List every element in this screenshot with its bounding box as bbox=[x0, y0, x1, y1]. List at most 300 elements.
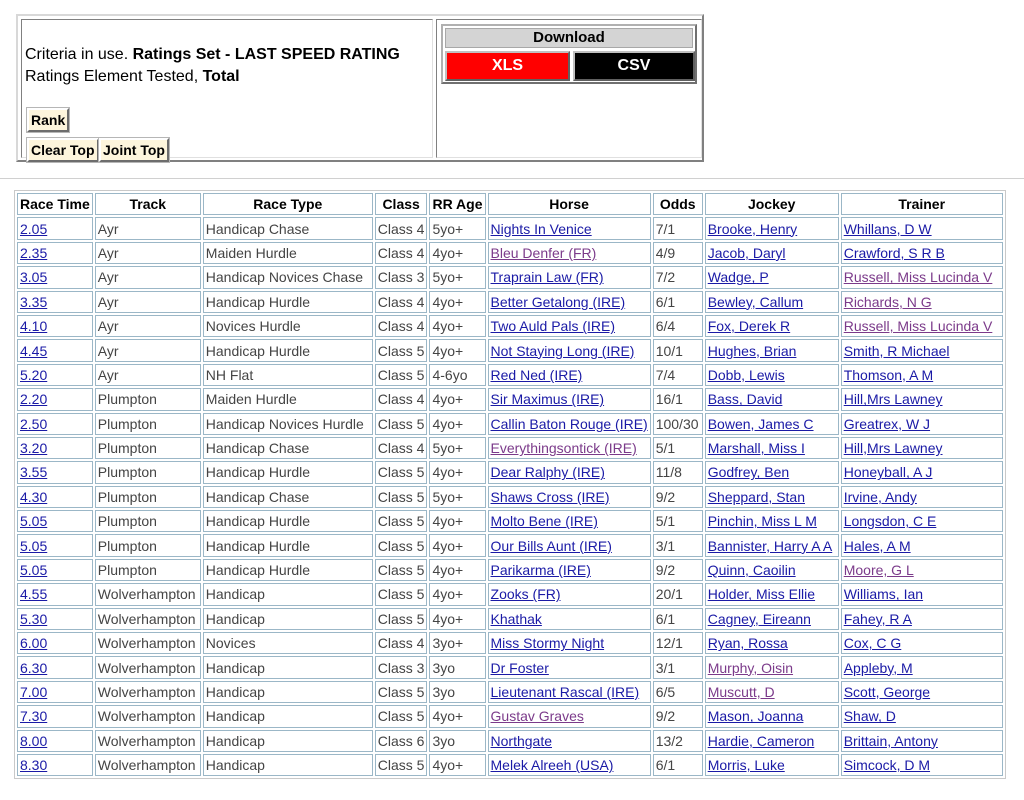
race-time-link[interactable]: 8.00 bbox=[20, 732, 48, 749]
jockey-link[interactable]: Hughes, Brian bbox=[707, 342, 797, 359]
horse-cell bbox=[488, 388, 651, 410]
race-time-cell bbox=[17, 632, 93, 654]
jockey-link[interactable]: Bewley, Callum bbox=[707, 293, 804, 310]
rr-age-cell: 4yo+ bbox=[429, 534, 485, 556]
trainer-link[interactable]: Smith, R Michael bbox=[843, 342, 950, 359]
jockey-cell bbox=[705, 315, 839, 337]
criteria-panel bbox=[16, 14, 704, 162]
track-cell: Ayr bbox=[95, 217, 201, 239]
track-cell: Ayr bbox=[95, 266, 201, 288]
rr-age-cell: 4yo+ bbox=[429, 559, 485, 581]
race-type-cell: Handicap Chase bbox=[203, 486, 373, 508]
class-cell: Class 4 bbox=[375, 291, 428, 313]
track-cell: Plumpton bbox=[95, 413, 201, 435]
odds-cell: 6/1 bbox=[653, 291, 703, 313]
race-time-link[interactable]: 7.30 bbox=[20, 708, 48, 725]
jockey-link[interactable]: Jacob, Daryl bbox=[707, 244, 786, 261]
trainer-link[interactable]: Moore, G L bbox=[843, 562, 914, 579]
clear-top-button[interactable]: Clear Top bbox=[27, 138, 99, 162]
jockey-link[interactable]: Bass, David bbox=[707, 391, 783, 408]
race-time-link[interactable]: 2.05 bbox=[20, 220, 48, 237]
odds-cell: 11/8 bbox=[653, 461, 703, 483]
race-type-cell: Handicap Hurdle bbox=[203, 461, 373, 483]
race-time-cell bbox=[17, 437, 93, 459]
jockey-cell bbox=[705, 437, 839, 459]
race-time-link[interactable]: 3.20 bbox=[20, 440, 48, 457]
jockey-cell bbox=[705, 217, 839, 239]
table-row bbox=[17, 364, 1003, 386]
jockey-cell bbox=[705, 583, 839, 605]
trainer-link[interactable]: Thomson, A M bbox=[843, 366, 934, 383]
jockey-link[interactable]: Mason, Joanna bbox=[707, 708, 804, 725]
race-type-cell: NH Flat bbox=[203, 364, 373, 386]
trainer-cell bbox=[841, 461, 1003, 483]
trainer-cell bbox=[841, 730, 1003, 752]
trainer-cell bbox=[841, 534, 1003, 556]
jockey-link[interactable]: Dobb, Lewis bbox=[707, 366, 785, 383]
class-cell: Class 4 bbox=[375, 437, 428, 459]
race-time-cell bbox=[17, 656, 93, 678]
race-time-link[interactable]: 5.20 bbox=[20, 366, 48, 383]
rr-age-cell: 3yo+ bbox=[429, 632, 485, 654]
odds-cell: 7/1 bbox=[653, 217, 703, 239]
horse-link[interactable]: Dr Foster bbox=[490, 659, 549, 676]
jockey-cell bbox=[705, 608, 839, 630]
table-row bbox=[17, 242, 1003, 264]
track-cell: Ayr bbox=[95, 242, 201, 264]
table-row bbox=[17, 388, 1003, 410]
odds-cell: 7/4 bbox=[653, 364, 703, 386]
class-cell: Class 5 bbox=[375, 339, 428, 361]
jockey-link[interactable]: Quinn, Caoilin bbox=[707, 562, 796, 579]
trainer-link[interactable]: Fahey, R A bbox=[843, 610, 912, 627]
trainer-cell bbox=[841, 608, 1003, 630]
horse-cell bbox=[488, 510, 651, 532]
horse-link[interactable]: Callin Baton Rouge (IRE) bbox=[490, 415, 648, 432]
horse-link[interactable]: Lieutenant Rascal (IRE) bbox=[490, 684, 640, 700]
race-type-cell: Handicap Novices Hurdle bbox=[203, 413, 373, 435]
rr-age-cell: 5yo+ bbox=[429, 437, 485, 459]
track-cell: Wolverhampton bbox=[95, 681, 201, 703]
column-header-horse: Horse bbox=[488, 193, 651, 215]
track-cell: Wolverhampton bbox=[95, 583, 201, 605]
trainer-link[interactable]: Russell, Miss Lucinda V bbox=[843, 269, 993, 286]
jockey-link[interactable]: Bannister, Harry A A bbox=[707, 537, 833, 554]
horse-cell bbox=[488, 681, 651, 703]
table-row bbox=[17, 437, 1003, 459]
race-type-cell: Handicap bbox=[203, 583, 373, 605]
trainer-link[interactable]: Russell, Miss Lucinda V bbox=[843, 318, 993, 335]
column-header-rr-age: RR Age bbox=[429, 193, 485, 215]
odds-cell: 3/1 bbox=[653, 534, 703, 556]
race-time-link[interactable]: 7.00 bbox=[20, 684, 48, 700]
race-time-cell bbox=[17, 754, 93, 776]
rr-age-cell: 4yo+ bbox=[429, 608, 485, 630]
rr-age-cell: 4yo+ bbox=[429, 413, 485, 435]
trainer-link[interactable]: Hill,Mrs Lawney bbox=[843, 440, 943, 457]
race-time-cell bbox=[17, 510, 93, 532]
horse-cell bbox=[488, 632, 651, 654]
horse-link[interactable]: Gustav Graves bbox=[490, 708, 584, 725]
class-cell: Class 5 bbox=[375, 510, 428, 532]
track-cell: Ayr bbox=[95, 291, 201, 313]
race-type-cell: Handicap Hurdle bbox=[203, 339, 373, 361]
trainer-cell bbox=[841, 754, 1003, 776]
rr-age-cell: 4-6yo bbox=[429, 364, 485, 386]
horse-cell bbox=[488, 217, 651, 239]
trainer-cell bbox=[841, 339, 1003, 361]
horse-link[interactable]: Everythingsontick (IRE) bbox=[490, 440, 637, 457]
race-type-cell: Novices bbox=[203, 632, 373, 654]
class-cell: Class 5 bbox=[375, 364, 428, 386]
criteria-prefix: Criteria in use. bbox=[25, 46, 133, 63]
horse-cell bbox=[488, 754, 651, 776]
trainer-cell bbox=[841, 583, 1003, 605]
race-time-link[interactable]: 3.55 bbox=[20, 464, 48, 481]
trainer-cell bbox=[841, 364, 1003, 386]
trainer-link[interactable]: Greatrex, W J bbox=[843, 415, 931, 432]
trainer-cell bbox=[841, 291, 1003, 313]
class-cell: Class 5 bbox=[375, 583, 428, 605]
trainer-link[interactable]: Shaw, D bbox=[843, 708, 896, 725]
jockey-link[interactable]: Muscutt, D bbox=[707, 684, 775, 700]
rr-age-cell: 4yo+ bbox=[429, 754, 485, 776]
race-time-cell bbox=[17, 534, 93, 556]
rr-age-cell: 3yo bbox=[429, 681, 485, 703]
jockey-cell bbox=[705, 730, 839, 752]
trainer-cell bbox=[841, 486, 1003, 508]
jockey-cell bbox=[705, 656, 839, 678]
odds-cell: 6/1 bbox=[653, 608, 703, 630]
jockey-link[interactable]: Morris, Luke bbox=[707, 757, 785, 774]
horse-cell bbox=[488, 266, 651, 288]
horse-cell bbox=[488, 364, 651, 386]
race-time-cell bbox=[17, 266, 93, 288]
results-table-wrapper bbox=[14, 190, 1024, 779]
trainer-cell bbox=[841, 266, 1003, 288]
rr-age-cell: 5yo+ bbox=[429, 486, 485, 508]
trainer-cell bbox=[841, 388, 1003, 410]
csv-download-button[interactable]: CSV bbox=[573, 51, 695, 81]
race-type-cell: Handicap Hurdle bbox=[203, 534, 373, 556]
jockey-link[interactable]: Holder, Miss Ellie bbox=[707, 586, 816, 603]
column-header-race-type: Race Type bbox=[203, 193, 373, 215]
jockey-cell bbox=[705, 242, 839, 264]
class-cell: Class 5 bbox=[375, 486, 428, 508]
horse-cell bbox=[488, 461, 651, 483]
race-type-cell: Handicap bbox=[203, 754, 373, 776]
trainer-cell bbox=[841, 242, 1003, 264]
race-time-link[interactable]: 2.20 bbox=[20, 391, 48, 408]
race-time-cell bbox=[17, 388, 93, 410]
trainer-link[interactable]: Appleby, M bbox=[843, 659, 913, 676]
odds-cell: 10/1 bbox=[653, 339, 703, 361]
jockey-cell bbox=[705, 632, 839, 654]
race-time-link[interactable]: 5.05 bbox=[20, 562, 48, 579]
table-row bbox=[17, 291, 1003, 313]
rr-age-cell: 4yo+ bbox=[429, 388, 485, 410]
element-value: Total bbox=[202, 68, 240, 85]
rr-age-cell: 3yo bbox=[429, 656, 485, 678]
horse-link[interactable]: Traprain Law (FR) bbox=[490, 269, 604, 286]
table-row bbox=[17, 705, 1003, 727]
table-row bbox=[17, 315, 1003, 337]
table-row bbox=[17, 461, 1003, 483]
jockey-link[interactable]: Cagney, Eireann bbox=[707, 610, 811, 627]
odds-cell: 9/2 bbox=[653, 705, 703, 727]
race-type-cell: Handicap Chase bbox=[203, 437, 373, 459]
race-time-cell bbox=[17, 583, 93, 605]
jockey-cell bbox=[705, 559, 839, 581]
rr-age-cell: 4yo+ bbox=[429, 583, 485, 605]
table-row bbox=[17, 413, 1003, 435]
horse-link[interactable]: Shaws Cross (IRE) bbox=[490, 488, 610, 505]
horse-link[interactable]: Red Ned (IRE) bbox=[490, 366, 583, 383]
odds-cell: 7/2 bbox=[653, 266, 703, 288]
jockey-cell bbox=[705, 705, 839, 727]
trainer-link[interactable]: Irvine, Andy bbox=[843, 488, 917, 505]
track-cell: Wolverhampton bbox=[95, 608, 201, 630]
track-cell: Wolverhampton bbox=[95, 632, 201, 654]
race-type-cell: Handicap bbox=[203, 705, 373, 727]
class-cell: Class 6 bbox=[375, 730, 428, 752]
horse-link[interactable]: Molto Bene (IRE) bbox=[490, 513, 598, 530]
horse-cell bbox=[488, 242, 651, 264]
trainer-link[interactable]: Cox, C G bbox=[843, 635, 902, 652]
horse-cell bbox=[488, 705, 651, 727]
table-row bbox=[17, 754, 1003, 776]
horse-link[interactable]: Bleu Denfer (FR) bbox=[490, 244, 597, 261]
race-type-cell: Handicap Hurdle bbox=[203, 559, 373, 581]
rr-age-cell: 3yo bbox=[429, 730, 485, 752]
xls-download-button[interactable]: XLS bbox=[445, 51, 570, 81]
race-time-cell bbox=[17, 486, 93, 508]
odds-cell: 20/1 bbox=[653, 583, 703, 605]
rr-age-cell: 4yo+ bbox=[429, 339, 485, 361]
horse-link[interactable]: Not Staying Long (IRE) bbox=[490, 342, 635, 359]
trainer-link[interactable]: Hales, A M bbox=[843, 537, 911, 554]
criteria-section bbox=[21, 19, 433, 158]
race-time-cell bbox=[17, 681, 93, 703]
rr-age-cell: 4yo+ bbox=[429, 315, 485, 337]
race-time-cell bbox=[17, 217, 93, 239]
horse-link[interactable]: Better Getalong (IRE) bbox=[490, 293, 626, 310]
jockey-cell bbox=[705, 461, 839, 483]
class-cell: Class 5 bbox=[375, 705, 428, 727]
jockey-cell bbox=[705, 266, 839, 288]
table-row bbox=[17, 583, 1003, 605]
horse-link[interactable]: Zooks (FR) bbox=[490, 586, 561, 603]
jockey-link[interactable]: Marshall, Miss I bbox=[707, 440, 805, 457]
trainer-cell bbox=[841, 681, 1003, 703]
class-cell: Class 4 bbox=[375, 217, 428, 239]
horse-link[interactable]: Sir Maximus (IRE) bbox=[490, 391, 605, 408]
table-row bbox=[17, 632, 1003, 654]
horse-link[interactable]: Parikarma (IRE) bbox=[490, 562, 591, 579]
joint-top-button[interactable]: Joint Top bbox=[99, 138, 169, 162]
horse-cell bbox=[488, 413, 651, 435]
trainer-link[interactable]: Hill,Mrs Lawney bbox=[843, 391, 943, 408]
jockey-cell bbox=[705, 413, 839, 435]
class-cell: Class 5 bbox=[375, 608, 428, 630]
jockey-link[interactable]: Sheppard, Stan bbox=[707, 488, 805, 505]
horse-link[interactable]: Khathak bbox=[490, 610, 542, 627]
race-time-link[interactable]: 6.00 bbox=[20, 635, 48, 652]
race-type-cell: Handicap bbox=[203, 656, 373, 678]
horse-cell bbox=[488, 559, 651, 581]
class-cell: Class 5 bbox=[375, 754, 428, 776]
horse-link[interactable]: Two Auld Pals (IRE) bbox=[490, 318, 616, 335]
race-time-link[interactable]: 4.10 bbox=[20, 318, 48, 335]
odds-cell: 4/9 bbox=[653, 242, 703, 264]
race-time-link[interactable]: 4.55 bbox=[20, 586, 48, 603]
results-table bbox=[14, 190, 1006, 779]
jockey-link[interactable]: Wadge, P bbox=[707, 269, 769, 286]
odds-cell: 6/1 bbox=[653, 754, 703, 776]
race-time-link[interactable]: 6.30 bbox=[20, 659, 48, 676]
track-cell: Ayr bbox=[95, 339, 201, 361]
race-time-link[interactable]: 2.50 bbox=[20, 415, 48, 432]
track-cell: Plumpton bbox=[95, 486, 201, 508]
race-time-link[interactable]: 4.30 bbox=[20, 488, 48, 505]
table-row bbox=[17, 730, 1003, 752]
column-header-class: Class bbox=[375, 193, 428, 215]
odds-cell: 13/2 bbox=[653, 730, 703, 752]
jockey-link[interactable]: Bowen, James C bbox=[707, 415, 814, 432]
horse-cell bbox=[488, 437, 651, 459]
rr-age-cell: 5yo+ bbox=[429, 217, 485, 239]
race-time-cell bbox=[17, 291, 93, 313]
horse-link[interactable]: Our Bills Aunt (IRE) bbox=[490, 537, 612, 554]
trainer-cell bbox=[841, 632, 1003, 654]
odds-cell: 6/5 bbox=[653, 681, 703, 703]
download-box bbox=[441, 24, 697, 84]
column-header-track: Track bbox=[95, 193, 201, 215]
race-type-cell: Handicap Hurdle bbox=[203, 510, 373, 532]
race-type-cell: Handicap Chase bbox=[203, 217, 373, 239]
class-cell: Class 5 bbox=[375, 681, 428, 703]
column-header-jockey: Jockey bbox=[705, 193, 839, 215]
horse-link[interactable]: Dear Ralphy (IRE) bbox=[490, 464, 605, 481]
trainer-link[interactable]: Whillans, D W bbox=[843, 220, 932, 237]
jockey-link[interactable]: Fox, Derek R bbox=[707, 318, 791, 335]
race-time-cell bbox=[17, 242, 93, 264]
race-time-link[interactable]: 5.05 bbox=[20, 513, 48, 530]
table-header-row bbox=[17, 193, 1003, 215]
track-cell: Plumpton bbox=[95, 510, 201, 532]
track-cell: Wolverhampton bbox=[95, 730, 201, 752]
trainer-cell bbox=[841, 315, 1003, 337]
rank-button[interactable]: Rank bbox=[27, 108, 69, 132]
race-time-link[interactable]: 3.05 bbox=[20, 269, 48, 286]
jockey-link[interactable]: Godfrey, Ben bbox=[707, 464, 790, 481]
race-type-cell: Handicap bbox=[203, 608, 373, 630]
jockey-cell bbox=[705, 754, 839, 776]
table-row bbox=[17, 486, 1003, 508]
odds-cell: 16/1 bbox=[653, 388, 703, 410]
column-header-race-time: Race Time bbox=[17, 193, 93, 215]
table-row bbox=[17, 608, 1003, 630]
jockey-link[interactable]: Pinchin, Miss L M bbox=[707, 513, 817, 530]
race-time-link[interactable]: 4.45 bbox=[20, 342, 48, 359]
race-time-cell bbox=[17, 608, 93, 630]
jockey-cell bbox=[705, 510, 839, 532]
trainer-cell bbox=[841, 217, 1003, 239]
trainer-link[interactable]: Richards, N G bbox=[843, 293, 932, 310]
horse-link[interactable]: Melek Alreeh (USA) bbox=[490, 757, 614, 774]
jockey-link[interactable]: Hardie, Cameron bbox=[707, 732, 815, 749]
jockey-link[interactable]: Murphy, Oisin bbox=[707, 659, 794, 676]
trainer-link[interactable]: Scott, George bbox=[843, 684, 931, 700]
trainer-cell bbox=[841, 559, 1003, 581]
track-cell: Wolverhampton bbox=[95, 656, 201, 678]
trainer-link[interactable]: Williams, Ian bbox=[843, 586, 924, 603]
ratings-set-value: Ratings Set - LAST SPEED RATING bbox=[132, 46, 400, 63]
trainer-link[interactable]: Crawford, S R B bbox=[843, 244, 945, 261]
trainer-link[interactable]: Honeyball, A J bbox=[843, 464, 933, 481]
horse-cell bbox=[488, 730, 651, 752]
trainer-link[interactable]: Longsdon, C E bbox=[843, 513, 937, 530]
rr-age-cell: 4yo+ bbox=[429, 242, 485, 264]
table-body bbox=[17, 217, 1003, 776]
odds-cell: 100/30 bbox=[653, 413, 703, 435]
table-row bbox=[17, 559, 1003, 581]
race-time-link[interactable]: 2.35 bbox=[20, 244, 48, 261]
race-type-cell: Handicap bbox=[203, 681, 373, 703]
element-prefix: Ratings Element Tested, bbox=[25, 68, 203, 85]
race-time-cell bbox=[17, 413, 93, 435]
trainer-cell bbox=[841, 510, 1003, 532]
criteria-text bbox=[25, 44, 400, 88]
jockey-cell bbox=[705, 291, 839, 313]
jockey-link[interactable]: Ryan, Rossa bbox=[707, 635, 788, 652]
race-type-cell: Handicap Hurdle bbox=[203, 291, 373, 313]
race-time-link[interactable]: 3.35 bbox=[20, 293, 48, 310]
race-time-link[interactable]: 5.05 bbox=[20, 537, 48, 554]
track-cell: Plumpton bbox=[95, 388, 201, 410]
rr-age-cell: 4yo+ bbox=[429, 510, 485, 532]
horse-link[interactable]: Nights In Venice bbox=[490, 220, 592, 237]
criteria-line-1 bbox=[25, 44, 400, 66]
download-section bbox=[436, 19, 702, 158]
trainer-cell bbox=[841, 437, 1003, 459]
column-header-odds: Odds bbox=[653, 193, 703, 215]
race-time-link[interactable]: 8.30 bbox=[20, 757, 48, 774]
horse-cell bbox=[488, 315, 651, 337]
jockey-cell bbox=[705, 364, 839, 386]
table-row bbox=[17, 339, 1003, 361]
horse-cell bbox=[488, 608, 651, 630]
horse-link[interactable]: Northgate bbox=[490, 732, 552, 749]
rr-age-cell: 4yo+ bbox=[429, 291, 485, 313]
race-type-cell: Handicap bbox=[203, 730, 373, 752]
trainer-link[interactable]: Simcock, D M bbox=[843, 757, 931, 774]
class-cell: Class 4 bbox=[375, 315, 428, 337]
jockey-cell bbox=[705, 681, 839, 703]
trainer-link[interactable]: Brittain, Antony bbox=[843, 732, 938, 749]
table-row bbox=[17, 534, 1003, 556]
trainer-cell bbox=[841, 656, 1003, 678]
horse-link[interactable]: Miss Stormy Night bbox=[490, 635, 605, 652]
rr-age-cell: 5yo+ bbox=[429, 266, 485, 288]
class-cell: Class 5 bbox=[375, 559, 428, 581]
horse-cell bbox=[488, 583, 651, 605]
race-time-link[interactable]: 5.30 bbox=[20, 610, 48, 627]
odds-cell: 9/2 bbox=[653, 486, 703, 508]
odds-cell: 6/4 bbox=[653, 315, 703, 337]
jockey-link[interactable]: Brooke, Henry bbox=[707, 220, 798, 237]
column-header-trainer: Trainer bbox=[841, 193, 1003, 215]
